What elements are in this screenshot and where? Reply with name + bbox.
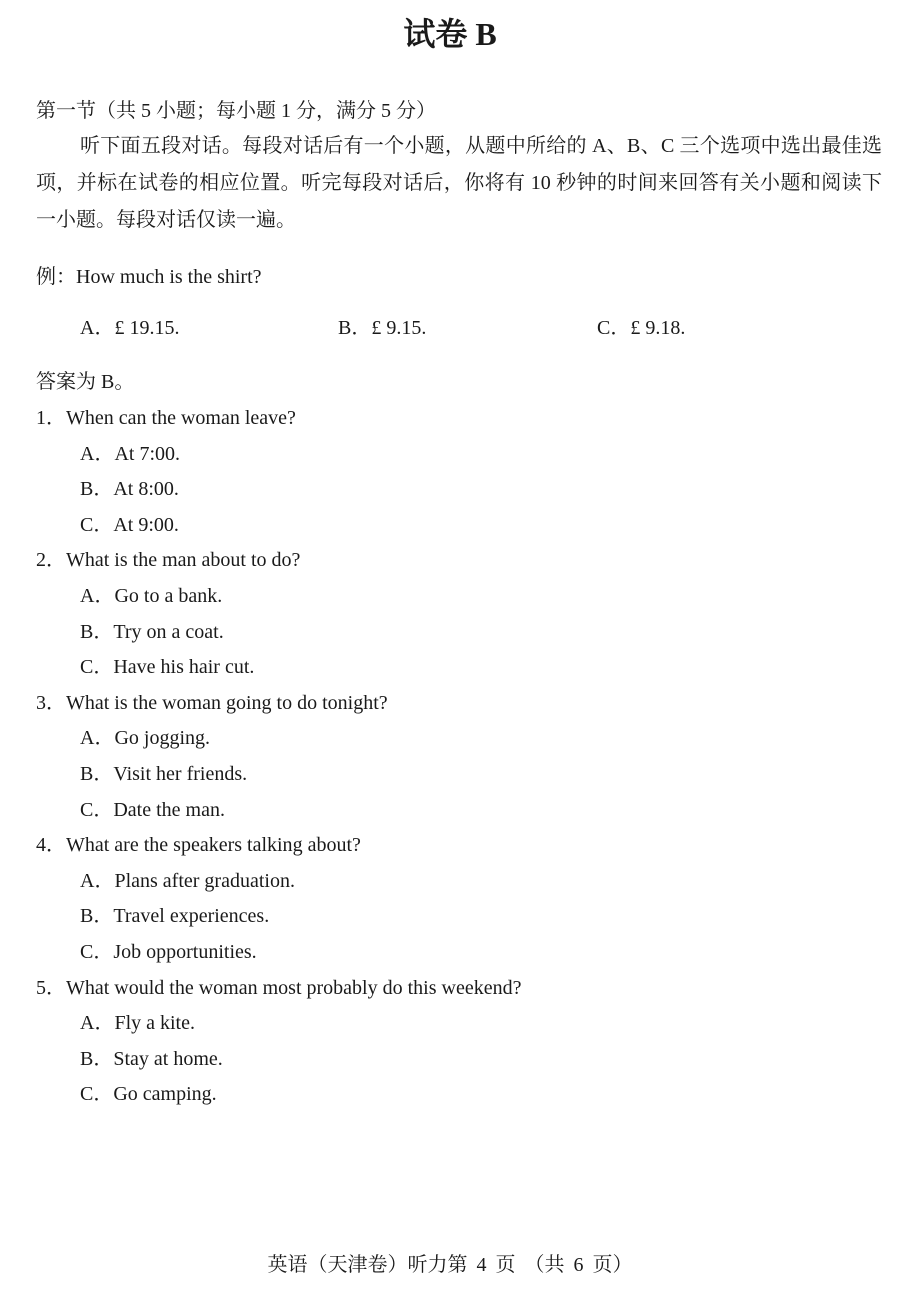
- question-5-option-a: A．Fly a kite.: [80, 1012, 195, 1035]
- question-1-option-c: C．At 9:00.: [80, 513, 179, 536]
- question-4-option-a: A．Plans after graduation.: [80, 869, 295, 892]
- question-2-option-a: A．Go to a bank.: [80, 585, 223, 607]
- question-stem-3: 3．What is the woman going to do tonight?: [36, 691, 388, 714]
- question-stem-4: 4．What are the speakers talking about?: [36, 834, 361, 857]
- example-option-b: B．£ 9.15.: [338, 317, 427, 339]
- example-option-c: C．£ 9.18.: [597, 317, 686, 339]
- page-footer: 英语（天津卷）听力第 4 页 （共 6 页）: [267, 1254, 633, 1276]
- question-3-option-b: B．Visit her friends.: [80, 763, 248, 785]
- question-4-option-c: C．Job opportunities.: [80, 941, 257, 963]
- section-heading: 第一节（共 5 小题；每小题 1 分，满分 5 分）: [36, 100, 436, 122]
- instructions: 听下面五段对话。每段对话后有一个小题，从题中所给的 A、B、C 三个选项中选出最佳选项，并标在试卷的相应位置。听完每段对话后，你将有 10 秒钟的时间来回答有关小题和阅读下一小题。每段对话仅读一遍。: [36, 135, 882, 231]
- question-2-option-b: B．Try on a coat.: [80, 620, 224, 643]
- example-answer: 答案为 B。: [36, 371, 135, 393]
- question-2-option-c: C．Have his hair cut.: [80, 656, 255, 679]
- example-option-a: A．£ 19.15.: [80, 317, 180, 339]
- question-3-option-c: C．Date the man.: [80, 798, 225, 821]
- question-stem-2: 2．What is the man about to do?: [36, 549, 301, 572]
- question-stem-5: 5．What would the woman most probably do this weekend?: [36, 976, 522, 999]
- question-1-option-a: A．At 7:00.: [80, 442, 180, 465]
- question-3-option-a: A．Go jogging.: [80, 727, 210, 750]
- question-5-option-b: B．Stay at home.: [80, 1047, 223, 1070]
- question-4-option-b: B．Travel experiences.: [80, 905, 270, 928]
- question-1-option-b: B．At 8:00.: [80, 478, 179, 501]
- page-title: 试卷 B: [403, 16, 497, 52]
- question-stem-1: 1．When can the woman leave?: [36, 407, 296, 429]
- question-5-option-c: C．Go camping.: [80, 1083, 217, 1106]
- example-prompt: 例：How much is the shirt?: [36, 266, 262, 288]
